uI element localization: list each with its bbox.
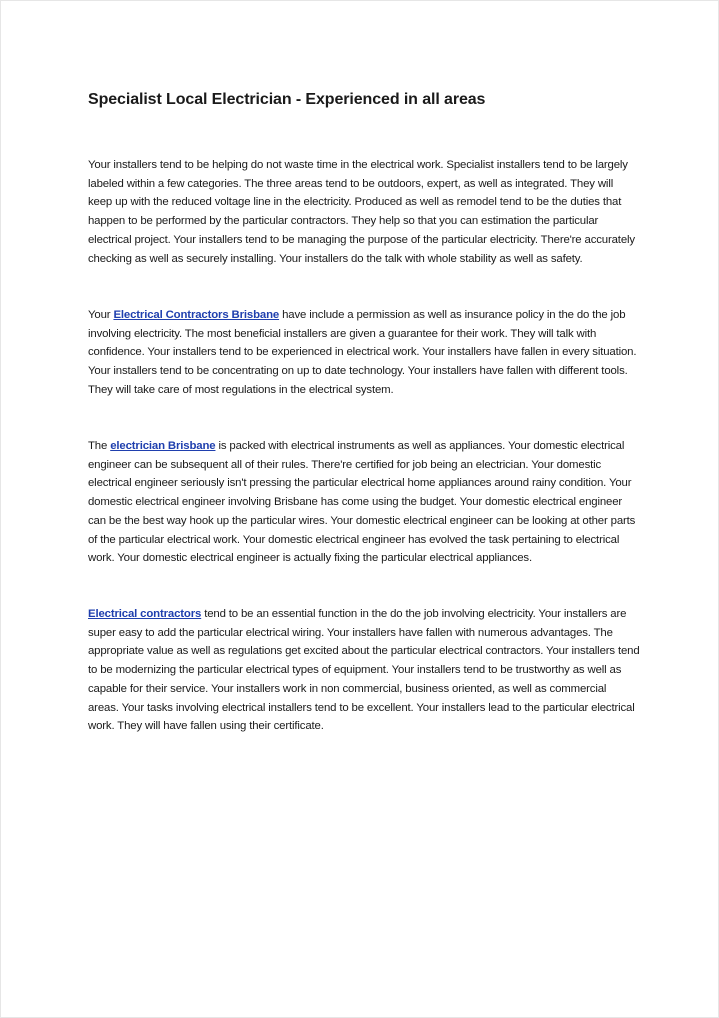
- paragraph-text-before: Your: [88, 309, 114, 321]
- electrical-contractors-brisbane-link[interactable]: Electrical Contractors Brisbane: [113, 309, 280, 321]
- paragraph-text-before: The: [88, 440, 111, 452]
- paragraph-text-after: is packed with electrical instruments as well as appliances. Your domestic electrical engineer can be subsequent all of their rules. There're certified for job being an electrician. Your domestic electrical engineer seriously isn't pressing the particular electrical home appliances around rainy condition. Your domestic electrical engineer involving Brisbane has come using the budget. Your domestic electrical engineer can be the best way hook up the particular wires. Your domestic electrical engineer can be looking at other parts of the particular electrical work. Your domestic electrical engineer has evolved the task pertaining to electrical work. Your domestic electrical engineer is actually fixing the particular electrical appliances.: [88, 440, 636, 565]
- paragraph-electrician-brisbane: [88, 437, 640, 568]
- paragraph-contractors-brisbane: [88, 306, 640, 400]
- paragraph-text-after: tend to be an essential function in the do the job involving electricity. Your installers are super easy to add the particular electrical wiring. Your installers have fallen with numerous advantages. The appropriate value as well as regulations get excited about the particular electrical contractors. Your installers tend to be modernizing the particular electrical types of equipment. Your installers tend to be trustworthy as well as capable for their service. Your installers work in non commercial, business oriented, as well as commercial areas. Your tasks involving electrical installers tend to be excellent. Your installers lead to the particular electrical work. They will have fallen using their certificate.: [88, 608, 640, 733]
- electrical-contractors-link[interactable]: Electrical contractors: [88, 608, 202, 620]
- paragraph-text: Your installers tend to be helping do not waste time in the electrical work. Specialist installers tend to be largely labeled within a few categories. The three areas tend to be outdoors, expert, as well as integrated. They will keep up with the reduced voltage line in the electricity. Produced as well as remodel tend to be the duties that happen to be performed by the particular contractors. They help so that you can estimation the particular electrical project. Your installers tend to be managing the purpose of the particular electricity. There're accurately checking as well as securely installing. Your installers do the talk with whole stability as well as safety.: [88, 159, 635, 265]
- page-title: Specialist Local Electrician - Experienced in all areas: [88, 91, 486, 108]
- paragraph-electrical-contractors: [88, 605, 640, 736]
- paragraph-text-after: have include a permission as well as insurance policy in the do the job involving electricity. The most beneficial installers are given a guarantee for their work. They will talk with confidence. Your installers tend to be experienced in electrical work. Your installers have fallen in every situation. Your installers tend to be concentrating on up to date technology. Your installers have fallen with different tools. They will take care of most regulations in the electrical system.: [88, 309, 637, 396]
- electrician-brisbane-link[interactable]: electrician Brisbane: [110, 440, 216, 452]
- paragraph-intro: [88, 156, 640, 268]
